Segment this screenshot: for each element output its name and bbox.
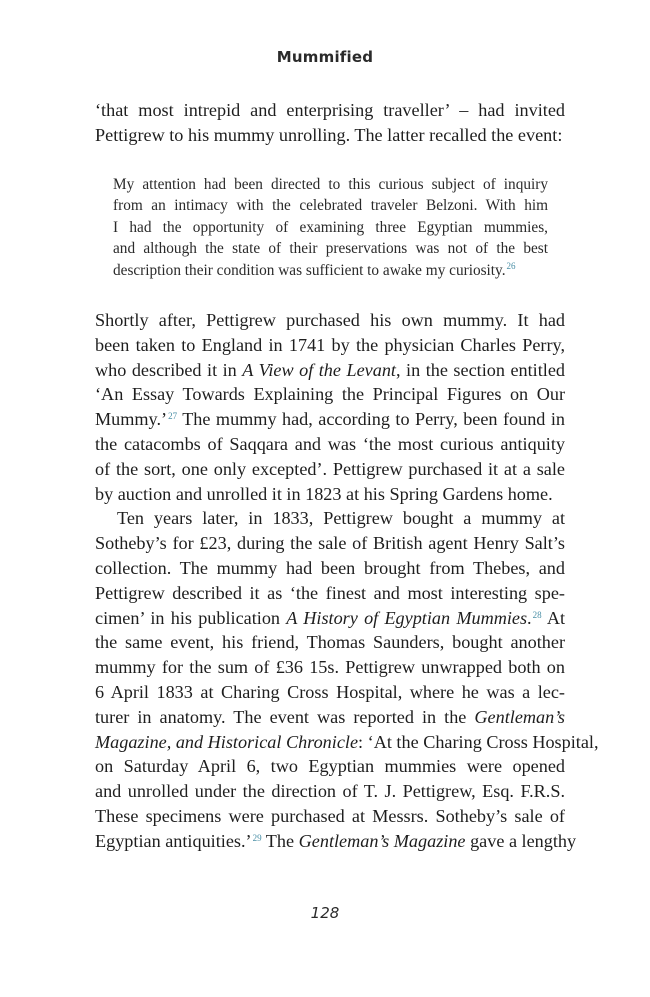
footnote-marker[interactable]: 26 — [506, 260, 516, 271]
text-line: Ten years later, in 1833, Pettigrew bought a mummy at — [117, 508, 565, 529]
footnote-marker[interactable]: 28 — [532, 609, 542, 620]
page-number: 128 — [310, 904, 340, 922]
quote-line: from an intimacy with the celebrated traveler Belzoni. With him — [113, 197, 548, 215]
text-line: the catacombs of Saqqara and was ‘the most curious antiquity — [95, 433, 565, 454]
text-line: collection. The mummy had been brought from Thebes, and — [95, 557, 565, 578]
block-quote — [113, 174, 548, 281]
text-line: mummy for the sum of £36 15s. Pettigrew unwrapped both on — [95, 657, 565, 678]
italic-title: A History of Egyptian Mummies — [286, 607, 528, 628]
text-line: Magazine, and Historical Chronicle: ‘At the Charing Cross Hospital, — [95, 731, 599, 752]
text-line: 6 April 1833 at Charing Cross Hospital, where he was a lec- — [95, 681, 565, 702]
text-line: Egyptian antiquities.’$^{29}$ The Gentleman’s Magazine gave a lengthy — [95, 830, 577, 851]
quote-line: My attention had been directed to this curious subject of inquiry — [113, 176, 548, 193]
text-line: Shortly after, Pettigrew purchased his own mummy. It had — [95, 310, 565, 330]
text-line: Pettigrew described it as ‘the finest and most interesting spe- — [95, 582, 565, 603]
footnote-marker[interactable]: 29 — [252, 832, 262, 843]
text-line: the same event, his friend, Thomas Saunders, bought another — [95, 632, 565, 653]
text-line: been taken to England in 1741 by the physician Charles Perry, — [95, 334, 565, 355]
italic-title: Gentleman’s Magazine — [298, 830, 466, 851]
text-line: Sotheby’s for £23, during the sale of British agent Henry Salt’s — [95, 533, 565, 554]
italic-title: Gentleman’s — [474, 706, 565, 727]
text-line: by auction and unrolled it in 1823 at his Spring Gardens home. — [95, 483, 553, 504]
text-line: Pettigrew to his mummy unrolling. The latter recalled the event: — [95, 124, 563, 145]
text-line: These specimens were purchased at Messrs. Sotheby’s sale of — [95, 805, 565, 826]
text-line: and unrolled under the direction of T. J. Pettigrew, Esq. F.R.S. — [95, 781, 565, 802]
text-line: cimen’ in his publication A History of Egyptian Mummies.$^{28}$ At — [95, 607, 566, 628]
quote-line: description their condition was sufficient to awake my curiosity.$^{26}$ — [113, 260, 516, 279]
text-line: Mummy.’$^{27}$ The mummy had, according to Perry, been found in — [95, 409, 565, 430]
running-head: Mummified — [276, 48, 374, 66]
paragraph-intro — [95, 98, 565, 148]
text-line: who described it in A View of the Levant, in the section entitled — [95, 359, 566, 380]
italic-title: A View of the Levant — [242, 359, 396, 380]
text-line: ‘An Essay Towards Explaining the Principal Figures on Our — [95, 384, 565, 405]
text-line: of the sort, one only excepted’. Pettigrew purchased it at a sale — [95, 458, 565, 479]
text-line: on Saturday April 6, two Egyptian mummies were opened — [95, 756, 565, 777]
body-text — [95, 308, 599, 854]
quote-line: I had the opportunity of examining three Egyptian mummies, — [113, 218, 548, 236]
text-line: ‘that most intrepid and enterprising traveller’ – had invited — [95, 100, 565, 120]
italic-title: Magazine, and Historical Chronicle — [95, 731, 359, 752]
text-line: turer in anatomy. The event was reported in the Gentleman’s — [95, 706, 565, 727]
footnote-marker[interactable]: 27 — [168, 411, 178, 422]
quote-line: and although the state of their preservations was not of the best — [113, 240, 548, 258]
